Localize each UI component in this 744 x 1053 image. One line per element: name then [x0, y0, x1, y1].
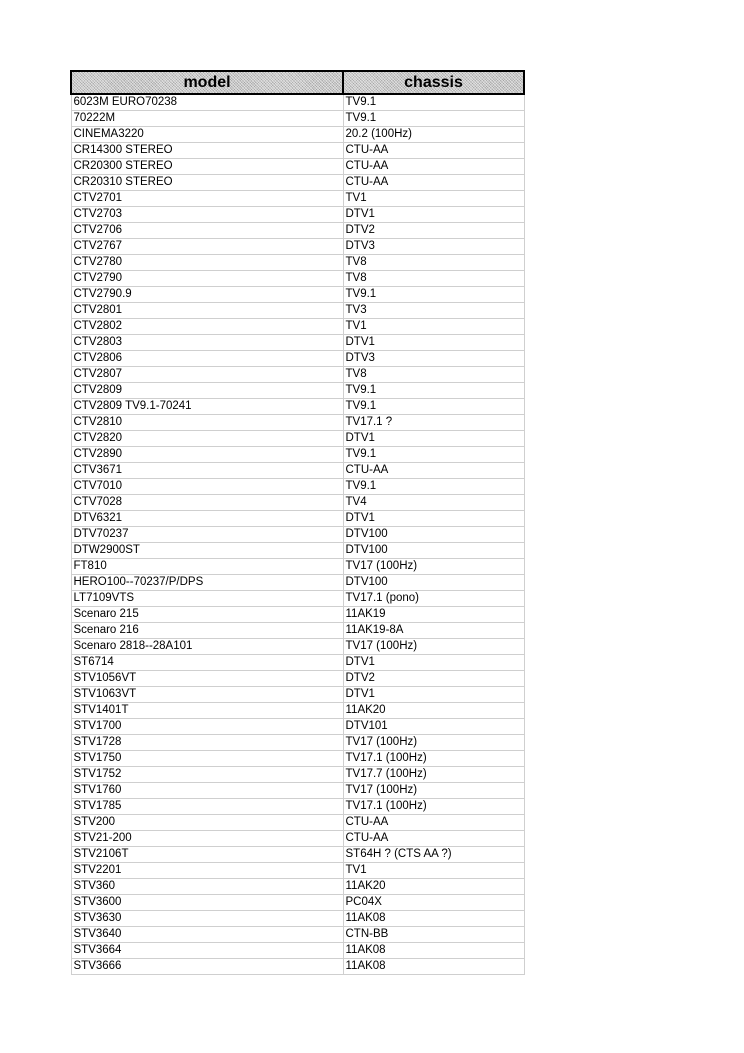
chassis-cell: TV17.7 (100Hz) — [343, 767, 524, 783]
table-row — [71, 447, 524, 463]
table-row — [71, 591, 524, 607]
spreadsheet-page — [70, 70, 523, 975]
table-row — [71, 271, 524, 287]
chassis-cell: DTV1 — [343, 431, 524, 447]
model-cell: STV1700 — [71, 719, 343, 735]
chassis-cell: TV17 (100Hz) — [343, 735, 524, 751]
chassis-cell: TV1 — [343, 191, 524, 207]
model-cell: ST6714 — [71, 655, 343, 671]
table-row — [71, 431, 524, 447]
chassis-cell: DTV1 — [343, 687, 524, 703]
chassis-cell: 11AK20 — [343, 879, 524, 895]
model-cell: 6023M EURO70238 — [71, 94, 343, 111]
chassis-cell: DTV100 — [343, 575, 524, 591]
table-row — [71, 831, 524, 847]
table-row — [71, 623, 524, 639]
model-cell: STV1760 — [71, 783, 343, 799]
chassis-cell: DTV101 — [343, 719, 524, 735]
model-cell: STV1752 — [71, 767, 343, 783]
table-row — [71, 767, 524, 783]
table-row — [71, 463, 524, 479]
model-chassis-table — [70, 70, 525, 975]
model-cell: CTV2890 — [71, 447, 343, 463]
model-cell: CR20300 STEREO — [71, 159, 343, 175]
model-cell: CTV3671 — [71, 463, 343, 479]
table-row — [71, 607, 524, 623]
model-column-header: model — [71, 71, 343, 94]
table-row — [71, 111, 524, 127]
table-row — [71, 383, 524, 399]
model-cell: Scenaro 2818--28A101 — [71, 639, 343, 655]
model-cell: FT810 — [71, 559, 343, 575]
table-row — [71, 351, 524, 367]
table-row — [71, 927, 524, 943]
table-row — [71, 911, 524, 927]
chassis-cell: TV17.1 (100Hz) — [343, 751, 524, 767]
model-cell: STV21-200 — [71, 831, 343, 847]
chassis-cell: 11AK20 — [343, 703, 524, 719]
model-cell: STV200 — [71, 815, 343, 831]
model-cell: CTV2767 — [71, 239, 343, 255]
chassis-cell: TV4 — [343, 495, 524, 511]
chassis-cell: DTV100 — [343, 543, 524, 559]
table-row — [71, 895, 524, 911]
table-row — [71, 335, 524, 351]
chassis-cell: 11AK08 — [343, 911, 524, 927]
table-row — [71, 191, 524, 207]
chassis-cell: DTV100 — [343, 527, 524, 543]
table-row — [71, 751, 524, 767]
model-cell: STV1056VT — [71, 671, 343, 687]
table-row — [71, 959, 524, 975]
table-row — [71, 143, 524, 159]
chassis-cell: CTU-AA — [343, 831, 524, 847]
table-row — [71, 575, 524, 591]
chassis-cell: CTU-AA — [343, 463, 524, 479]
chassis-cell: ST64H ? (CTS AA ?) — [343, 847, 524, 863]
chassis-cell: TV17 (100Hz) — [343, 639, 524, 655]
chassis-cell: TV9.1 — [343, 447, 524, 463]
chassis-cell: TV17 (100Hz) — [343, 559, 524, 575]
table-row — [71, 687, 524, 703]
table-row — [71, 527, 524, 543]
model-cell: DTV6321 — [71, 511, 343, 527]
chassis-cell: PC04X — [343, 895, 524, 911]
model-cell: CTV2802 — [71, 319, 343, 335]
table-row — [71, 943, 524, 959]
model-cell: STV2106T — [71, 847, 343, 863]
model-cell: STV3630 — [71, 911, 343, 927]
model-cell: CINEMA3220 — [71, 127, 343, 143]
chassis-cell: TV9.1 — [343, 399, 524, 415]
table-row — [71, 239, 524, 255]
model-cell: DTV70237 — [71, 527, 343, 543]
model-cell: STV1750 — [71, 751, 343, 767]
model-cell: HERO100--70237/P/DPS — [71, 575, 343, 591]
model-cell: STV3666 — [71, 959, 343, 975]
table-row — [71, 671, 524, 687]
model-cell: CTV2807 — [71, 367, 343, 383]
model-cell: STV1063VT — [71, 687, 343, 703]
model-cell: CTV2810 — [71, 415, 343, 431]
chassis-cell: TV9.1 — [343, 287, 524, 303]
chassis-cell: CTU-AA — [343, 175, 524, 191]
chassis-cell: CTN-BB — [343, 927, 524, 943]
chassis-cell: TV8 — [343, 367, 524, 383]
table-row — [71, 703, 524, 719]
model-cell: STV3664 — [71, 943, 343, 959]
table-header — [71, 71, 524, 94]
chassis-cell: TV9.1 — [343, 94, 524, 111]
model-cell: STV2201 — [71, 863, 343, 879]
chassis-cell: 11AK19-8A — [343, 623, 524, 639]
chassis-cell: DTV3 — [343, 239, 524, 255]
table-row — [71, 559, 524, 575]
table-row — [71, 223, 524, 239]
model-cell: STV3640 — [71, 927, 343, 943]
model-cell: Scenaro 215 — [71, 607, 343, 623]
model-cell: CR20310 STEREO — [71, 175, 343, 191]
model-cell: CTV2820 — [71, 431, 343, 447]
model-cell: CTV7010 — [71, 479, 343, 495]
chassis-column-header: chassis — [343, 71, 524, 94]
table-row — [71, 175, 524, 191]
chassis-cell: DTV1 — [343, 335, 524, 351]
chassis-cell: CTU-AA — [343, 143, 524, 159]
table-row — [71, 799, 524, 815]
model-cell: CTV2780 — [71, 255, 343, 271]
chassis-cell: 11AK08 — [343, 943, 524, 959]
table-row — [71, 303, 524, 319]
table-row — [71, 495, 524, 511]
model-cell: CTV2806 — [71, 351, 343, 367]
chassis-cell: 20.2 (100Hz) — [343, 127, 524, 143]
chassis-cell: CTU-AA — [343, 159, 524, 175]
model-cell: LT7109VTS — [71, 591, 343, 607]
chassis-cell: DTV2 — [343, 223, 524, 239]
model-cell: STV1401T — [71, 703, 343, 719]
chassis-cell: TV9.1 — [343, 111, 524, 127]
model-cell: CTV2706 — [71, 223, 343, 239]
chassis-cell: TV9.1 — [343, 383, 524, 399]
table-row — [71, 719, 524, 735]
chassis-cell: DTV2 — [343, 671, 524, 687]
model-cell: CR14300 STEREO — [71, 143, 343, 159]
chassis-cell: TV17.1 (100Hz) — [343, 799, 524, 815]
table-row — [71, 511, 524, 527]
model-cell: 70222M — [71, 111, 343, 127]
table-body — [71, 94, 524, 975]
table-row — [71, 367, 524, 383]
table-row — [71, 415, 524, 431]
table-row — [71, 94, 524, 111]
table-row — [71, 287, 524, 303]
model-cell: CTV2809 — [71, 383, 343, 399]
model-cell: STV3600 — [71, 895, 343, 911]
chassis-cell: TV17 (100Hz) — [343, 783, 524, 799]
chassis-cell: DTV1 — [343, 655, 524, 671]
table-row — [71, 863, 524, 879]
chassis-cell: TV17.1 (pono) — [343, 591, 524, 607]
model-cell: CTV2790 — [71, 271, 343, 287]
chassis-cell: DTV3 — [343, 351, 524, 367]
table-row — [71, 879, 524, 895]
chassis-cell: TV8 — [343, 255, 524, 271]
table-row — [71, 543, 524, 559]
table-row — [71, 399, 524, 415]
model-cell: CTV2801 — [71, 303, 343, 319]
table-row — [71, 255, 524, 271]
table-row — [71, 479, 524, 495]
header-row — [71, 71, 524, 94]
chassis-cell: TV17.1 ? — [343, 415, 524, 431]
model-cell: STV360 — [71, 879, 343, 895]
table-row — [71, 783, 524, 799]
model-cell: CTV7028 — [71, 495, 343, 511]
chassis-cell: TV1 — [343, 863, 524, 879]
model-cell: STV1785 — [71, 799, 343, 815]
chassis-cell: DTV1 — [343, 511, 524, 527]
model-cell: CTV2790.9 — [71, 287, 343, 303]
chassis-cell: 11AK19 — [343, 607, 524, 623]
model-cell: Scenaro 216 — [71, 623, 343, 639]
table-row — [71, 815, 524, 831]
table-row — [71, 127, 524, 143]
table-row — [71, 159, 524, 175]
chassis-cell: 11AK08 — [343, 959, 524, 975]
model-cell: CTV2809 TV9.1-70241 — [71, 399, 343, 415]
table-row — [71, 735, 524, 751]
table-row — [71, 319, 524, 335]
chassis-cell: TV9.1 — [343, 479, 524, 495]
model-cell: STV1728 — [71, 735, 343, 751]
chassis-cell: TV3 — [343, 303, 524, 319]
model-cell: DTW2900ST — [71, 543, 343, 559]
model-cell: CTV2701 — [71, 191, 343, 207]
chassis-cell: CTU-AA — [343, 815, 524, 831]
table-row — [71, 207, 524, 223]
chassis-cell: TV1 — [343, 319, 524, 335]
table-row — [71, 655, 524, 671]
model-cell: CTV2803 — [71, 335, 343, 351]
chassis-cell: TV8 — [343, 271, 524, 287]
table-row — [71, 639, 524, 655]
table-row — [71, 847, 524, 863]
model-cell: CTV2703 — [71, 207, 343, 223]
chassis-cell: DTV1 — [343, 207, 524, 223]
